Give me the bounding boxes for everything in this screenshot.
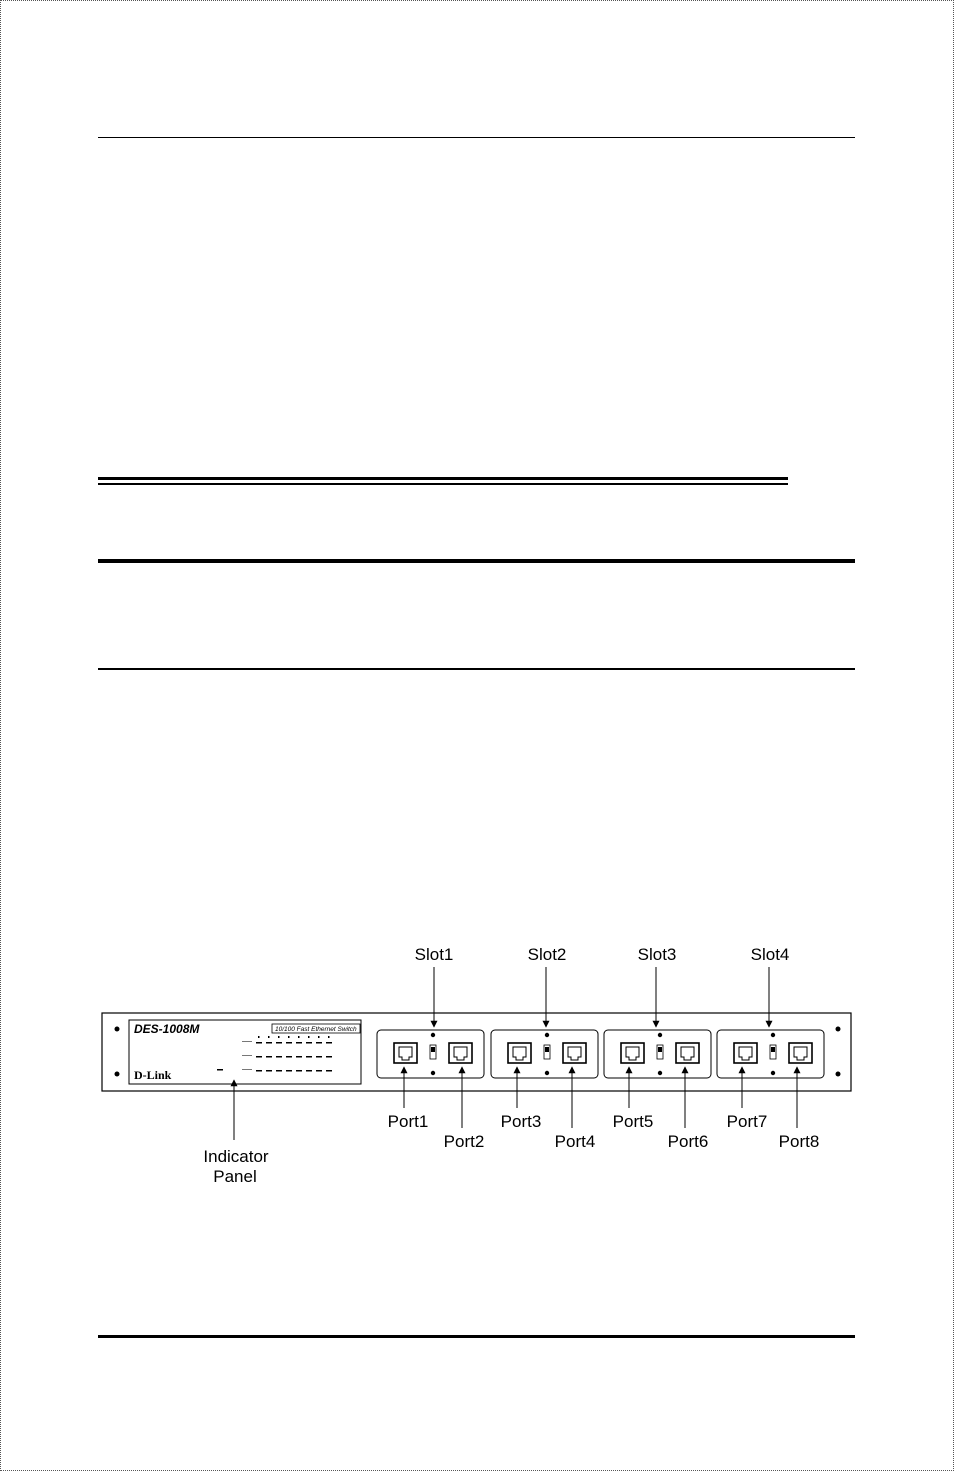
- slot-screw-icon: [545, 1033, 549, 1037]
- top-rule: [98, 137, 855, 138]
- slot-screw-icon: [771, 1033, 775, 1037]
- led-row-label-mark: [242, 1069, 252, 1070]
- led-column-mark: [278, 1036, 280, 1038]
- led-indicator: [286, 1056, 292, 1058]
- led-indicator: [266, 1042, 272, 1044]
- led-row-label-mark: [242, 1055, 252, 1056]
- led-indicator: [256, 1042, 262, 1044]
- port-label: Port1: [387, 1112, 429, 1131]
- led-column-mark: [318, 1036, 320, 1038]
- device-model: DES-1008M: [134, 1022, 200, 1036]
- port-label: Port6: [667, 1132, 709, 1151]
- led-indicator: [316, 1056, 322, 1058]
- double-rule-bottom: [98, 483, 788, 485]
- mdi-switch-toggle: [545, 1047, 549, 1052]
- led-indicator: [256, 1070, 262, 1072]
- led-column-mark: [288, 1036, 290, 1038]
- led-indicator: [266, 1056, 272, 1058]
- front-panel-diagram: [0, 930, 954, 1200]
- led-indicator: [306, 1070, 312, 1072]
- led-indicator: [276, 1070, 282, 1072]
- slot-label: Slot3: [637, 945, 677, 964]
- screw-icon: [836, 1027, 841, 1032]
- mdi-switch-toggle: [658, 1047, 662, 1052]
- led-indicator: [316, 1042, 322, 1044]
- brand-logo: D-Link: [134, 1068, 172, 1082]
- double-rule-top: [98, 477, 788, 480]
- slot-screw-icon: [658, 1071, 662, 1075]
- power-led: [217, 1069, 223, 1071]
- footer-rule: [98, 1335, 855, 1338]
- led-indicator: [306, 1056, 312, 1058]
- port-label: Port3: [500, 1112, 542, 1131]
- led-indicator: [276, 1056, 282, 1058]
- slot-screw-icon: [658, 1033, 662, 1037]
- panel-caption: 10/100 Fast Ethernet Switch: [275, 1026, 357, 1033]
- section-rule-thick: [98, 559, 855, 563]
- section-rule-thin: [98, 668, 855, 670]
- port-label: Port7: [726, 1112, 768, 1131]
- slot-label: Slot1: [414, 945, 454, 964]
- port-label: Port2: [443, 1132, 485, 1151]
- screw-icon: [836, 1072, 841, 1077]
- slot-screw-icon: [431, 1071, 435, 1075]
- led-indicator: [326, 1056, 332, 1058]
- port-callouts: [388, 1112, 820, 1151]
- led-indicator: [276, 1042, 282, 1044]
- led-column-mark: [328, 1036, 330, 1038]
- mdi-switch-toggle: [771, 1047, 775, 1052]
- slot-screw-icon: [545, 1071, 549, 1075]
- slot-screw-icon: [771, 1071, 775, 1075]
- screw-icon: [115, 1072, 120, 1077]
- led-indicator: [286, 1070, 292, 1072]
- screw-icon: [115, 1027, 120, 1032]
- led-column-mark: [308, 1036, 310, 1038]
- led-indicator: [256, 1056, 262, 1058]
- led-column-mark: [298, 1036, 300, 1038]
- slot-screw-icon: [431, 1033, 435, 1037]
- slot-callouts: [415, 945, 790, 964]
- led-indicator: [266, 1070, 272, 1072]
- led-indicator: [296, 1070, 302, 1072]
- led-row-label-mark: [242, 1041, 252, 1042]
- slot-label: Slot4: [750, 945, 790, 964]
- led-indicator: [326, 1070, 332, 1072]
- indicator-panel-label-line2: Panel: [213, 1167, 257, 1186]
- port-label: Port5: [612, 1112, 654, 1131]
- mdi-switch-toggle: [431, 1047, 435, 1052]
- indicator-panel-label-line1: Indicator: [203, 1147, 269, 1166]
- port-label: Port8: [778, 1132, 820, 1151]
- port-label: Port4: [554, 1132, 596, 1151]
- led-column-mark: [268, 1036, 270, 1038]
- led-indicator: [296, 1042, 302, 1044]
- led-indicator: [326, 1042, 332, 1044]
- led-column-mark: [258, 1036, 260, 1038]
- led-indicator: [286, 1042, 292, 1044]
- slot-label: Slot2: [527, 945, 567, 964]
- led-indicator: [306, 1042, 312, 1044]
- led-indicator: [316, 1070, 322, 1072]
- led-indicator: [296, 1056, 302, 1058]
